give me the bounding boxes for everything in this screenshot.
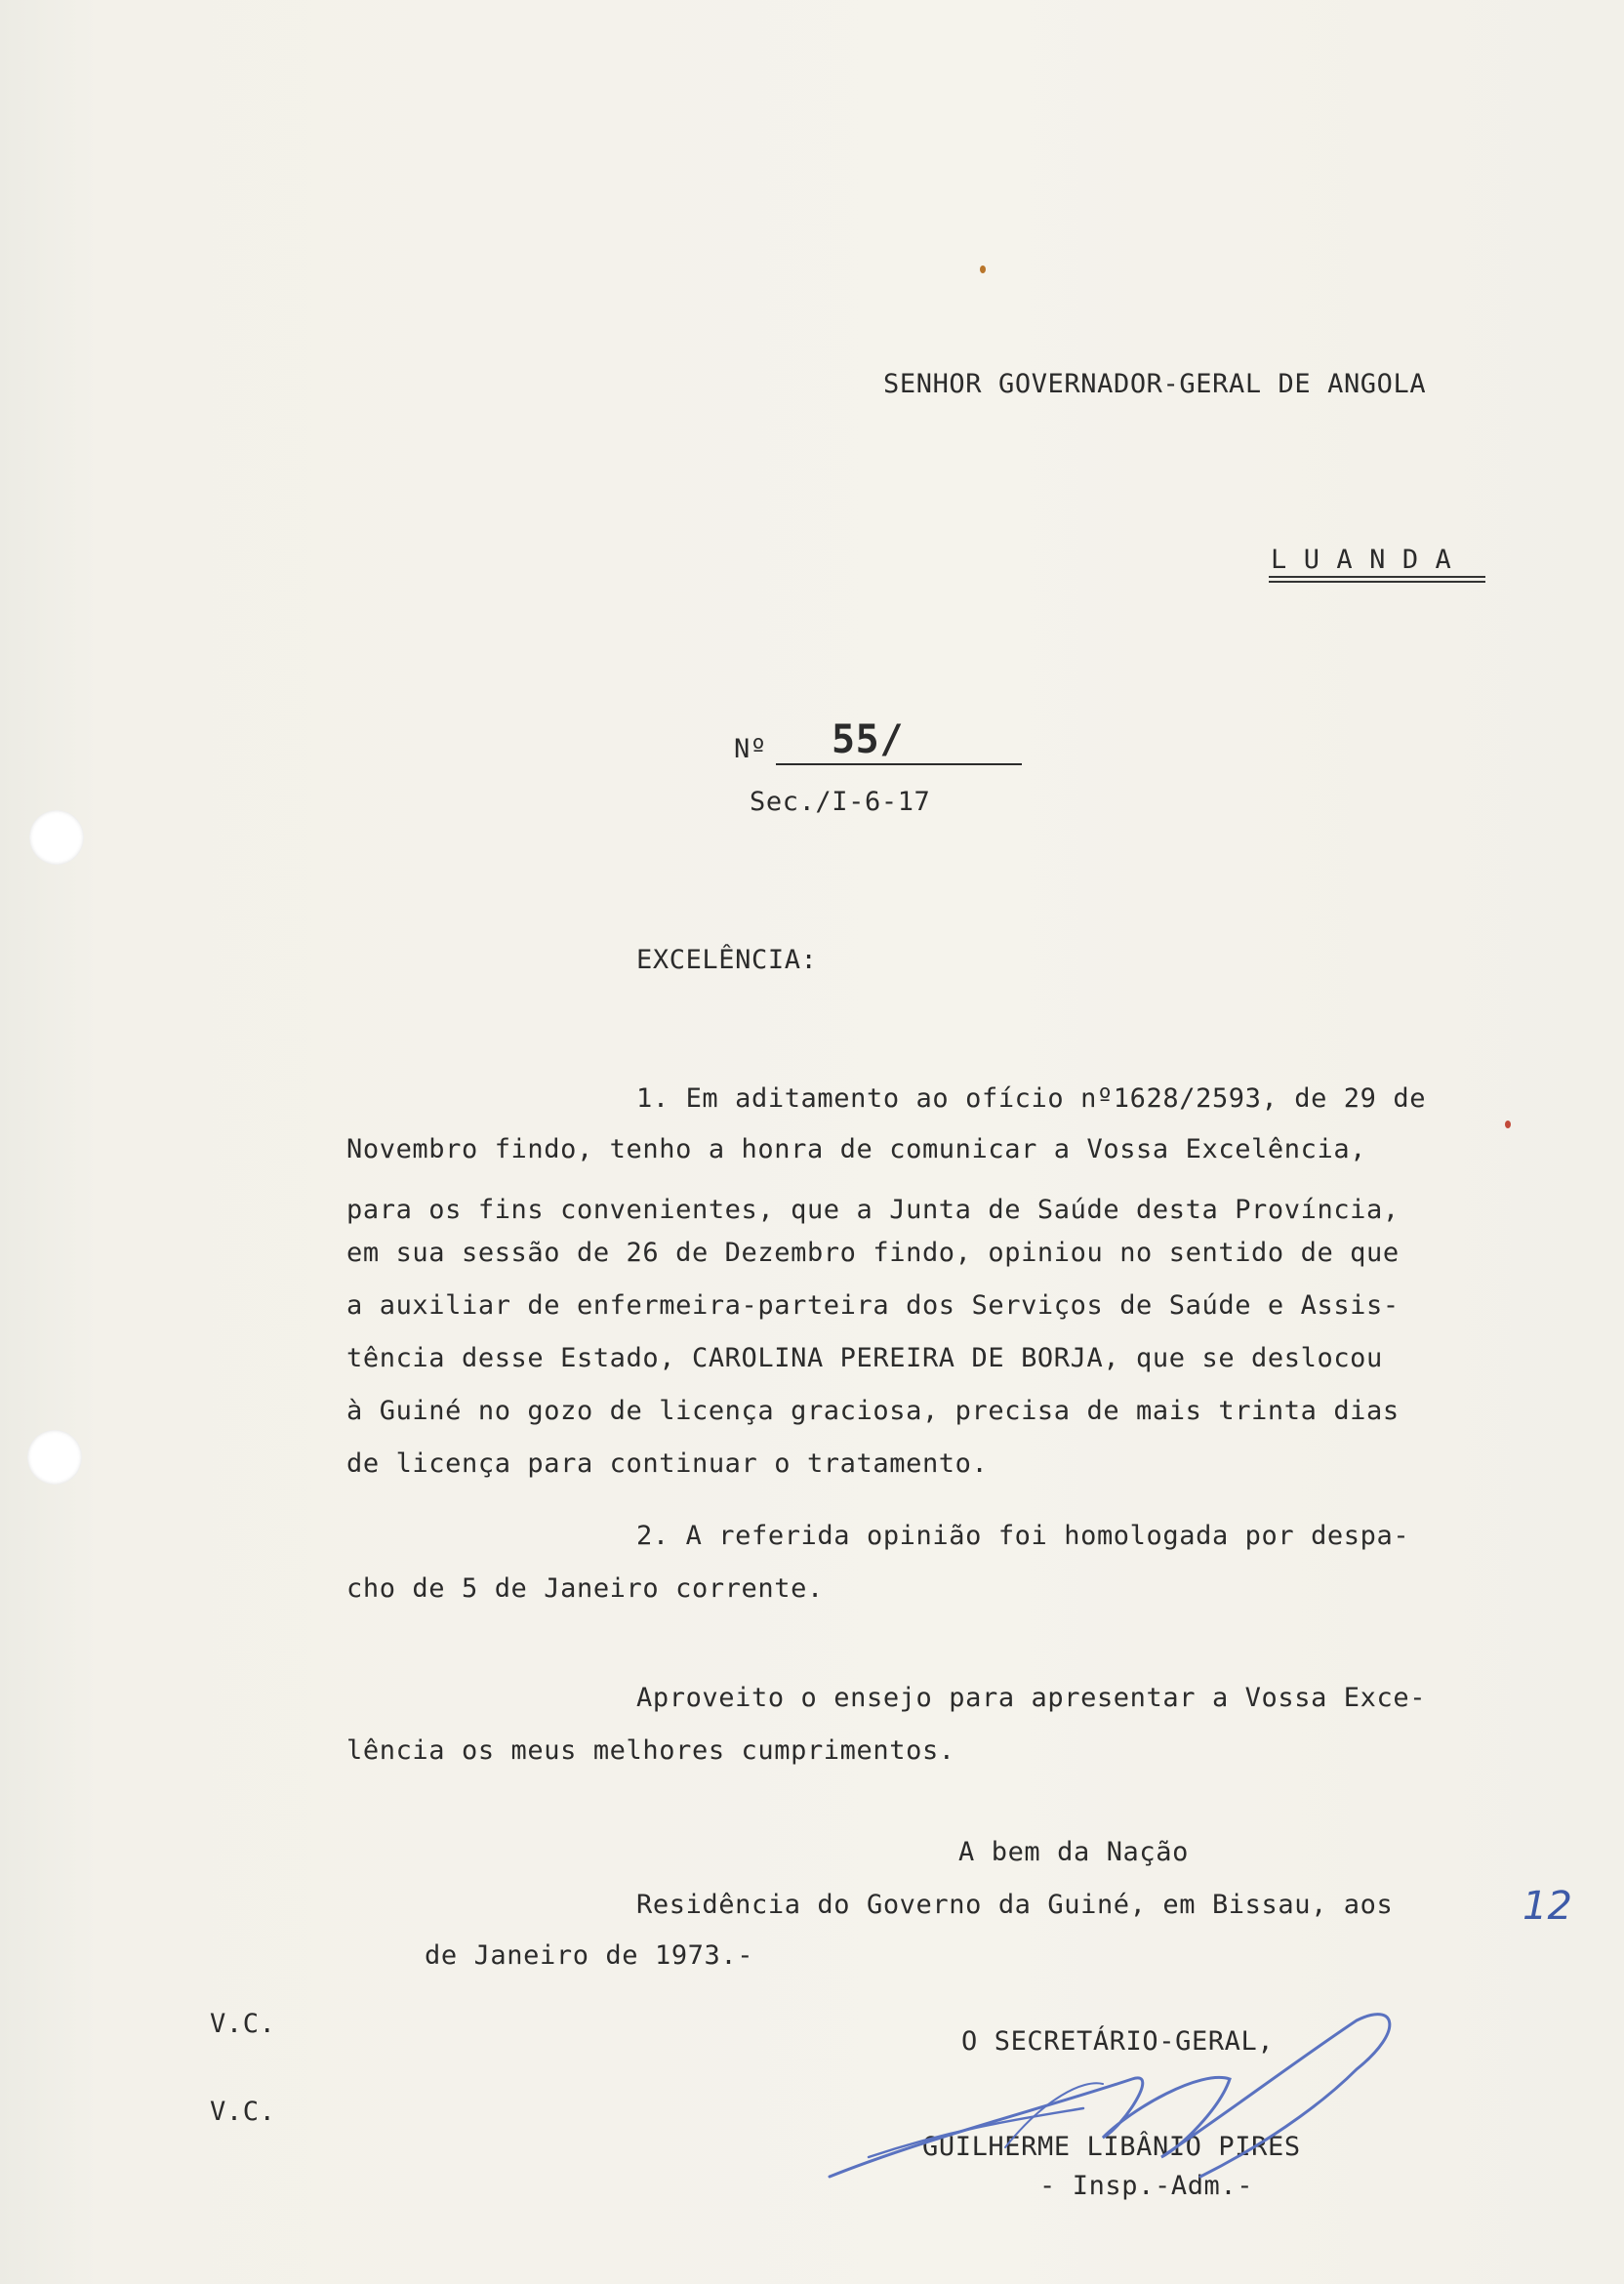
place-line: Residência do Governo da Guiné, em Bissau, aos xyxy=(636,1890,1394,1920)
body-line: tência desse Estado, CAROLINA PEREIRA DE BORJA, que se deslocou xyxy=(346,1343,1383,1373)
handwritten-day: 12 xyxy=(1522,1884,1572,1929)
signatory-name: GUILHERME LIBÂNIO PIRES xyxy=(922,2132,1301,2162)
motto: A bem da Nação xyxy=(958,1837,1189,1867)
vc-mark: V.C. xyxy=(210,2097,276,2127)
city: L U A N D A xyxy=(1271,545,1452,575)
number-line xyxy=(776,763,1022,765)
closing-line: lência os meus melhores cumprimentos. xyxy=(346,1735,955,1766)
punch-hole-top xyxy=(29,810,84,865)
body-line: em sua sessão de 26 de Dezembro findo, opiniou no sentido de que xyxy=(346,1238,1400,1268)
paper-speck xyxy=(1505,1121,1511,1128)
city-underline xyxy=(1269,576,1485,583)
punch-hole-bottom xyxy=(27,1430,82,1485)
addressee: SENHOR GOVERNADOR-GERAL DE ANGOLA xyxy=(883,369,1427,399)
signatory-title: O SECRETÁRIO-GERAL, xyxy=(961,2026,1275,2057)
paragraph2-line: cho de 5 de Janeiro corrente. xyxy=(346,1573,824,1604)
date-line: de Janeiro de 1973.- xyxy=(425,1940,754,1971)
body-line: à Guiné no gozo de licença graciosa, precisa de mais trinta dias xyxy=(346,1396,1400,1426)
paper-speck xyxy=(980,265,986,273)
closing-line: Aproveito o ensejo para apresentar a Vossa Exce- xyxy=(636,1683,1427,1713)
reference-code: Sec./I-6-17 xyxy=(750,787,931,817)
vc-mark: V.C. xyxy=(210,2009,276,2039)
salutation: EXCELÊNCIA: xyxy=(636,945,818,975)
body-line: Novembro findo, tenho a honra de comunicar a Vossa Excelência, xyxy=(346,1134,1367,1164)
signatory-rank: - Insp.-Adm.- xyxy=(1039,2171,1254,2201)
body-line: de licença para continuar o tratamento. xyxy=(346,1448,989,1479)
body-line: a auxiliar de enfermeira-parteira dos Serviços de Saúde e Assis- xyxy=(346,1290,1400,1321)
number-prefix: Nº xyxy=(734,734,767,764)
paragraph2-line: 2. A referida opinião foi homologada por despa- xyxy=(636,1521,1410,1551)
body-line: para os fins convenientes, que a Junta de Saúde desta Província, xyxy=(346,1195,1400,1225)
handwritten-signature xyxy=(810,1962,1415,2216)
body-line: 1. Em aditamento ao ofício nº1628/2593, de 29 de xyxy=(636,1083,1427,1114)
number-value: 55/ xyxy=(832,717,905,762)
